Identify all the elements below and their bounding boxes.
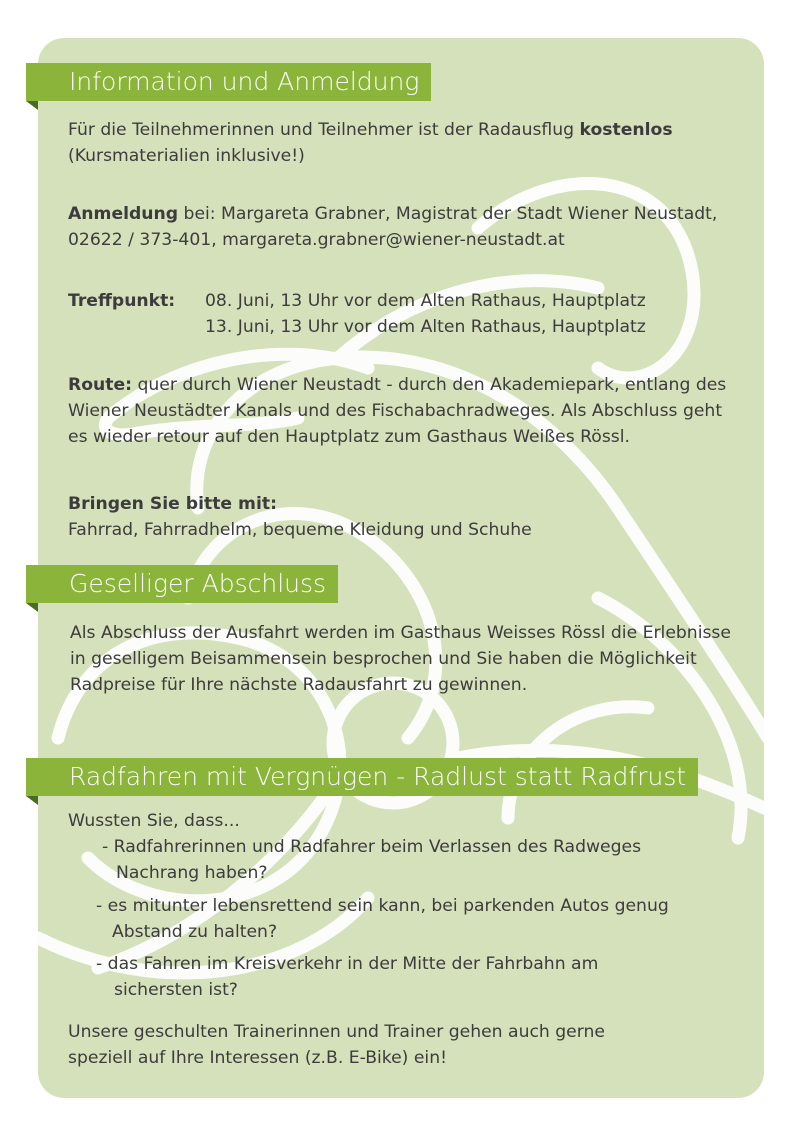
anmeldung-contact: 02622 / 373-401, margareta.grabner@wiener-neustadt.at xyxy=(68,230,565,250)
treffpunkt-dates xyxy=(205,288,646,340)
route-line-1: quer durch Wiener Neustadt - durch den Akademiepark, entlang des xyxy=(132,375,727,395)
intro-paragraph xyxy=(68,117,673,169)
abschluss-line-3: Radpreise für Ihre nächste Radausfahrt zu gewinnen. xyxy=(70,675,528,695)
route-paragraph xyxy=(68,372,726,450)
abschluss-paragraph xyxy=(70,620,731,698)
closing-line-2: speziell auf Ihre Interessen (z.B. E-Bike) ein! xyxy=(68,1048,447,1068)
closing-paragraph xyxy=(68,1019,605,1071)
wussten-intro-text: Wussten Sie, dass... xyxy=(68,811,240,831)
intro-bold-text: kostenlos xyxy=(579,120,673,140)
closing-line-1: Unsere geschulten Trainerinnen und Trainer gehen auch gerne xyxy=(68,1022,605,1042)
list-item-line-1: - Radfahrerinnen und Radfahrer beim Verlassen des Radweges xyxy=(102,837,642,857)
list-item-line-1: - es mitunter lebensrettend sein kann, bei parkenden Autos genug xyxy=(96,896,669,916)
list-item-line-1: - das Fahren im Kreisverkehr in der Mitte der Fahrbahn am xyxy=(96,954,599,974)
list-item-line-2: sichersten ist? xyxy=(114,980,238,1000)
treffpunkt-date-1: 08. Juni, 13 Uhr vor dem Alten Rathaus, Hauptplatz xyxy=(205,291,646,311)
anmeldung-label: Anmeldung xyxy=(68,204,179,224)
abschluss-line-1: Als Abschluss der Ausfahrt werden im Gasthaus Weisses Rössl die Erlebnisse xyxy=(70,623,731,643)
section-heading-text: Information und Anmeldung xyxy=(69,67,420,96)
wussten-intro xyxy=(68,808,240,834)
bring-label: Bringen Sie bitte mit: xyxy=(68,494,277,514)
intro-text: Für die Teilnehmerinnen und Teilnehmer ist der Radausflug xyxy=(68,120,580,140)
route-label: Route: xyxy=(68,375,133,395)
section-heading-text: Radfahren mit Vergnügen - Radlust statt Radfrust xyxy=(69,762,687,791)
anmeldung-text: bei: Margareta Grabner, Magistrat der Stadt Wiener Neustadt, xyxy=(178,204,718,224)
list-item-continuation xyxy=(116,860,268,886)
route-line-2: Wiener Neustädter Kanals und des Fischabachradweges. Als Abschluss geht xyxy=(68,401,723,421)
route-line-3: es wieder retour auf den Hauptplatz zum Gasthaus Weißes Rössl. xyxy=(68,427,630,447)
treffpunkt-paragraph xyxy=(68,288,175,314)
abschluss-line-2: in geselligem Beisammensein besprochen und Sie haben die Möglichkeit xyxy=(70,649,697,669)
list-item xyxy=(102,834,641,860)
section-heading-information xyxy=(26,63,431,101)
bring-text: Fahrrad, Fahrradhelm, bequeme Kleidung und Schuhe xyxy=(68,520,532,540)
intro-line-2: (Kursmaterialien inklusive!) xyxy=(68,146,305,166)
list-item-line-2: Abstand zu halten? xyxy=(112,922,278,942)
list-item-continuation xyxy=(112,919,277,945)
bring-paragraph xyxy=(68,491,532,543)
list-item-continuation xyxy=(114,977,238,1003)
treffpunkt-label: Treffpunkt: xyxy=(68,291,176,311)
list-item-line-2: Nachrang haben? xyxy=(116,863,268,883)
section-heading-text: Geselliger Abschluss xyxy=(69,569,327,598)
list-item xyxy=(96,951,598,977)
section-heading-radfahren xyxy=(26,758,698,796)
anmeldung-paragraph xyxy=(68,201,717,253)
treffpunkt-date-2: 13. Juni, 13 Uhr vor dem Alten Rathaus, Hauptplatz xyxy=(205,317,646,337)
section-heading-abschluss xyxy=(26,565,338,603)
list-item xyxy=(96,893,669,919)
